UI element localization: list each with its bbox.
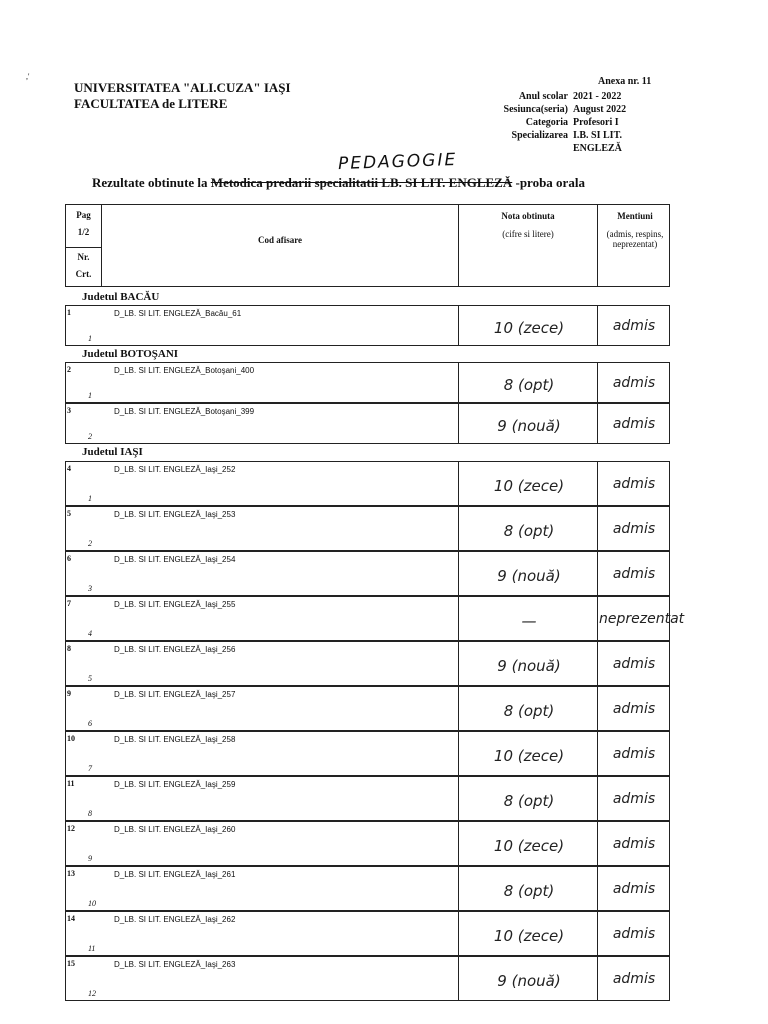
grade-value: 10 (zece) [493, 836, 565, 855]
table-row [65, 911, 670, 956]
row-number: 7 [67, 599, 71, 608]
display-code: D_LB. SI LIT. ENGLEZĂ_Iaşi_253 [114, 510, 236, 519]
meta-value: 2021 - 2022 [573, 91, 622, 102]
column-divider [458, 462, 459, 505]
row-number: 15 [67, 959, 75, 968]
county-order-number: 12 [88, 989, 96, 998]
column-divider [458, 642, 459, 685]
county-order-number: 6 [88, 719, 92, 728]
county-order-number: 5 [88, 674, 92, 683]
county-order-number: 2 [88, 432, 92, 441]
column-divider [458, 404, 459, 443]
header-grade: Nota obtinuta [501, 211, 555, 221]
row-number: 14 [67, 914, 75, 923]
row-number: 4 [67, 464, 71, 473]
county-order-number: 9 [88, 854, 92, 863]
county-order-number: 3 [88, 584, 92, 593]
mention-value: admis [612, 475, 656, 492]
handwritten-title: PEDAGOGIE [337, 149, 458, 175]
row-number: 8 [67, 644, 71, 653]
meta-label [478, 142, 568, 155]
document-title [92, 175, 585, 191]
table-row [65, 551, 670, 596]
table-row [65, 731, 670, 776]
row-number: 2 [67, 365, 71, 374]
display-code: D_LB. SI LIT. ENGLEZĂ_Iaşi_255 [114, 600, 236, 609]
mention-value: admis [612, 317, 656, 334]
county-order-number: 2 [88, 539, 92, 548]
county-order-number: 8 [88, 809, 92, 818]
column-divider [597, 822, 598, 865]
column-divider [597, 507, 598, 550]
county-order-number: 1 [88, 334, 92, 343]
title-prefix: Rezultate obtinute la [92, 175, 208, 190]
column-divider [458, 306, 459, 345]
mention-value: admis [612, 520, 656, 537]
column-divider [597, 552, 598, 595]
meta-value: ENGLEZĂ [573, 143, 622, 154]
column-divider [458, 867, 459, 910]
header-code: Cod afisare [257, 235, 303, 245]
row-number: 5 [67, 509, 71, 518]
column-divider [458, 507, 459, 550]
meta-value: I.B. SI LIT. [573, 130, 623, 141]
column-divider [597, 642, 598, 685]
meta-labels [478, 90, 568, 155]
column-divider [597, 462, 598, 505]
column-divider [458, 687, 459, 730]
mention-value: admis [612, 415, 656, 432]
row-number: 9 [67, 689, 71, 698]
mention-value: neprezentat [599, 610, 685, 627]
grade-value: 10 (zece) [493, 926, 565, 945]
display-code: D_LB. SI LIT. ENGLEZĂ_Iaşi_252 [114, 465, 236, 474]
table-row [65, 305, 670, 346]
grade-value: 8 (opt) [503, 375, 555, 394]
grade-value: 8 (opt) [503, 521, 555, 540]
column-divider [458, 363, 459, 402]
column-divider [597, 957, 598, 1000]
row-number: 10 [67, 734, 75, 743]
column-divider [597, 732, 598, 775]
meta-values [573, 90, 626, 155]
display-code: D_LB. SI LIT. ENGLEZĂ_Iaşi_262 [114, 915, 236, 924]
meta-value: Profesori I [573, 117, 619, 128]
display-code: D_LB. SI LIT. ENGLEZĂ_Botoşani_399 [114, 407, 255, 416]
row-number: 13 [67, 869, 75, 878]
display-code: D_LB. SI LIT. ENGLEZĂ_Botoşani_400 [114, 366, 255, 375]
column-divider [597, 777, 598, 820]
grade-value: 9 (nouă) [497, 971, 561, 990]
display-code: D_LB. SI LIT. ENGLEZĂ_Iaşi_258 [114, 735, 236, 744]
header-grade-sub: (cifre si litere) [502, 229, 554, 239]
table-row [65, 956, 670, 1001]
annex-number: Anexa nr. 11 [598, 76, 652, 87]
table-row [65, 821, 670, 866]
column-divider [458, 957, 459, 1000]
mention-value: admis [612, 565, 656, 582]
faculty-name: FACULTATEA de LITERE [74, 96, 228, 111]
table-row [65, 866, 670, 911]
county-order-number: 11 [88, 944, 96, 953]
display-code: D_LB. SI LIT. ENGLEZĂ_Iaşi_254 [114, 555, 236, 564]
column-divider [458, 597, 459, 640]
table-row [65, 506, 670, 551]
header-pag-value: 1/2 [77, 227, 90, 237]
meta-label: Sesiunca(seria) [503, 104, 568, 115]
mention-value: admis [612, 925, 656, 942]
meta-label: Categoria [525, 117, 568, 128]
meta-label: Specializarea [511, 130, 568, 141]
row-number: 12 [67, 824, 75, 833]
header-pag: Pag [76, 210, 91, 220]
table-row [65, 596, 685, 641]
grade-value: 9 (nouă) [497, 566, 561, 585]
mention-value: admis [612, 655, 656, 672]
column-divider [597, 404, 598, 443]
mention-value: admis [612, 835, 656, 852]
table-row [65, 403, 670, 444]
column-divider [597, 867, 598, 910]
grade-value: 9 (nouă) [497, 656, 561, 675]
column-divider [597, 363, 598, 402]
column-divider [458, 732, 459, 775]
row-number: 6 [67, 554, 71, 563]
table-row [65, 776, 670, 821]
column-divider [597, 306, 598, 345]
title-struck-text: Metodica predarii specialitatii LB. SI LIT. ENGLEZĂ [210, 175, 513, 190]
table-row [65, 362, 670, 403]
column-divider [458, 552, 459, 595]
county-order-number: 4 [88, 629, 92, 638]
row-number: 11 [67, 779, 75, 788]
institution-header [74, 80, 291, 112]
mention-value: admis [612, 745, 656, 762]
display-code: D_LB. SI LIT. ENGLEZĂ_Iaşi_257 [114, 690, 236, 699]
table-row [65, 686, 670, 731]
row-number: 1 [67, 308, 71, 317]
county-label: Judetul BACĂU [82, 291, 160, 303]
mention-value: admis [612, 790, 656, 807]
meta-label: Anul scolar [518, 91, 568, 102]
meta-value: August 2022 [573, 104, 627, 115]
column-divider [101, 205, 102, 286]
title-suffix: -proba orala [515, 175, 585, 190]
header-crt: Crt. [75, 269, 92, 279]
stray-mark: ,' [26, 72, 30, 81]
column-divider [597, 912, 598, 955]
table-row [65, 641, 670, 686]
county-label: Judetul BOTOŞANI [82, 348, 179, 360]
display-code: D_LB. SI LIT. ENGLEZĂ_Iaşi_256 [114, 645, 236, 654]
university-name: UNIVERSITATEA "ALI.CUZA" IAŞI [74, 80, 291, 95]
grade-value: 9 (nouă) [497, 416, 561, 435]
header-nr: Nr. [77, 252, 90, 262]
row-divider [66, 247, 101, 248]
column-divider [597, 597, 598, 640]
column-divider [458, 912, 459, 955]
column-divider [597, 205, 598, 286]
grade-value: — [521, 611, 537, 630]
county-order-number: 1 [88, 391, 92, 400]
county-label: Judetul IAŞI [82, 446, 143, 458]
mention-value: admis [612, 374, 656, 391]
display-code: D_LB. SI LIT. ENGLEZĂ_Iaşi_263 [114, 960, 236, 969]
display-code: D_LB. SI LIT. ENGLEZĂ_Iaşi_261 [114, 870, 236, 879]
county-order-number: 7 [88, 764, 92, 773]
display-code: D_LB. SI LIT. ENGLEZĂ_Iaşi_260 [114, 825, 236, 834]
table-row [65, 461, 670, 506]
table-header [65, 204, 670, 287]
county-order-number: 1 [88, 494, 92, 503]
header-mentions-sub: (admis, respins, neprezentat) [606, 229, 664, 249]
header-mentions: Mentiuni [617, 211, 653, 221]
grade-value: 10 (zece) [493, 746, 565, 765]
mention-value: admis [612, 970, 656, 987]
display-code: D_LB. SI LIT. ENGLEZĂ_Bacău_61 [114, 309, 242, 318]
grade-value: 10 (zece) [493, 318, 565, 337]
mention-value: admis [612, 880, 656, 897]
county-order-number: 10 [88, 899, 96, 908]
display-code: D_LB. SI LIT. ENGLEZĂ_Iaşi_259 [114, 780, 236, 789]
column-divider [458, 822, 459, 865]
grade-value: 8 (opt) [503, 701, 555, 720]
grade-value: 8 (opt) [503, 881, 555, 900]
row-number: 3 [67, 406, 71, 415]
grade-value: 8 (opt) [503, 791, 555, 810]
column-divider [458, 777, 459, 820]
grade-value: 10 (zece) [493, 476, 565, 495]
column-divider [597, 687, 598, 730]
mention-value: admis [612, 700, 656, 717]
